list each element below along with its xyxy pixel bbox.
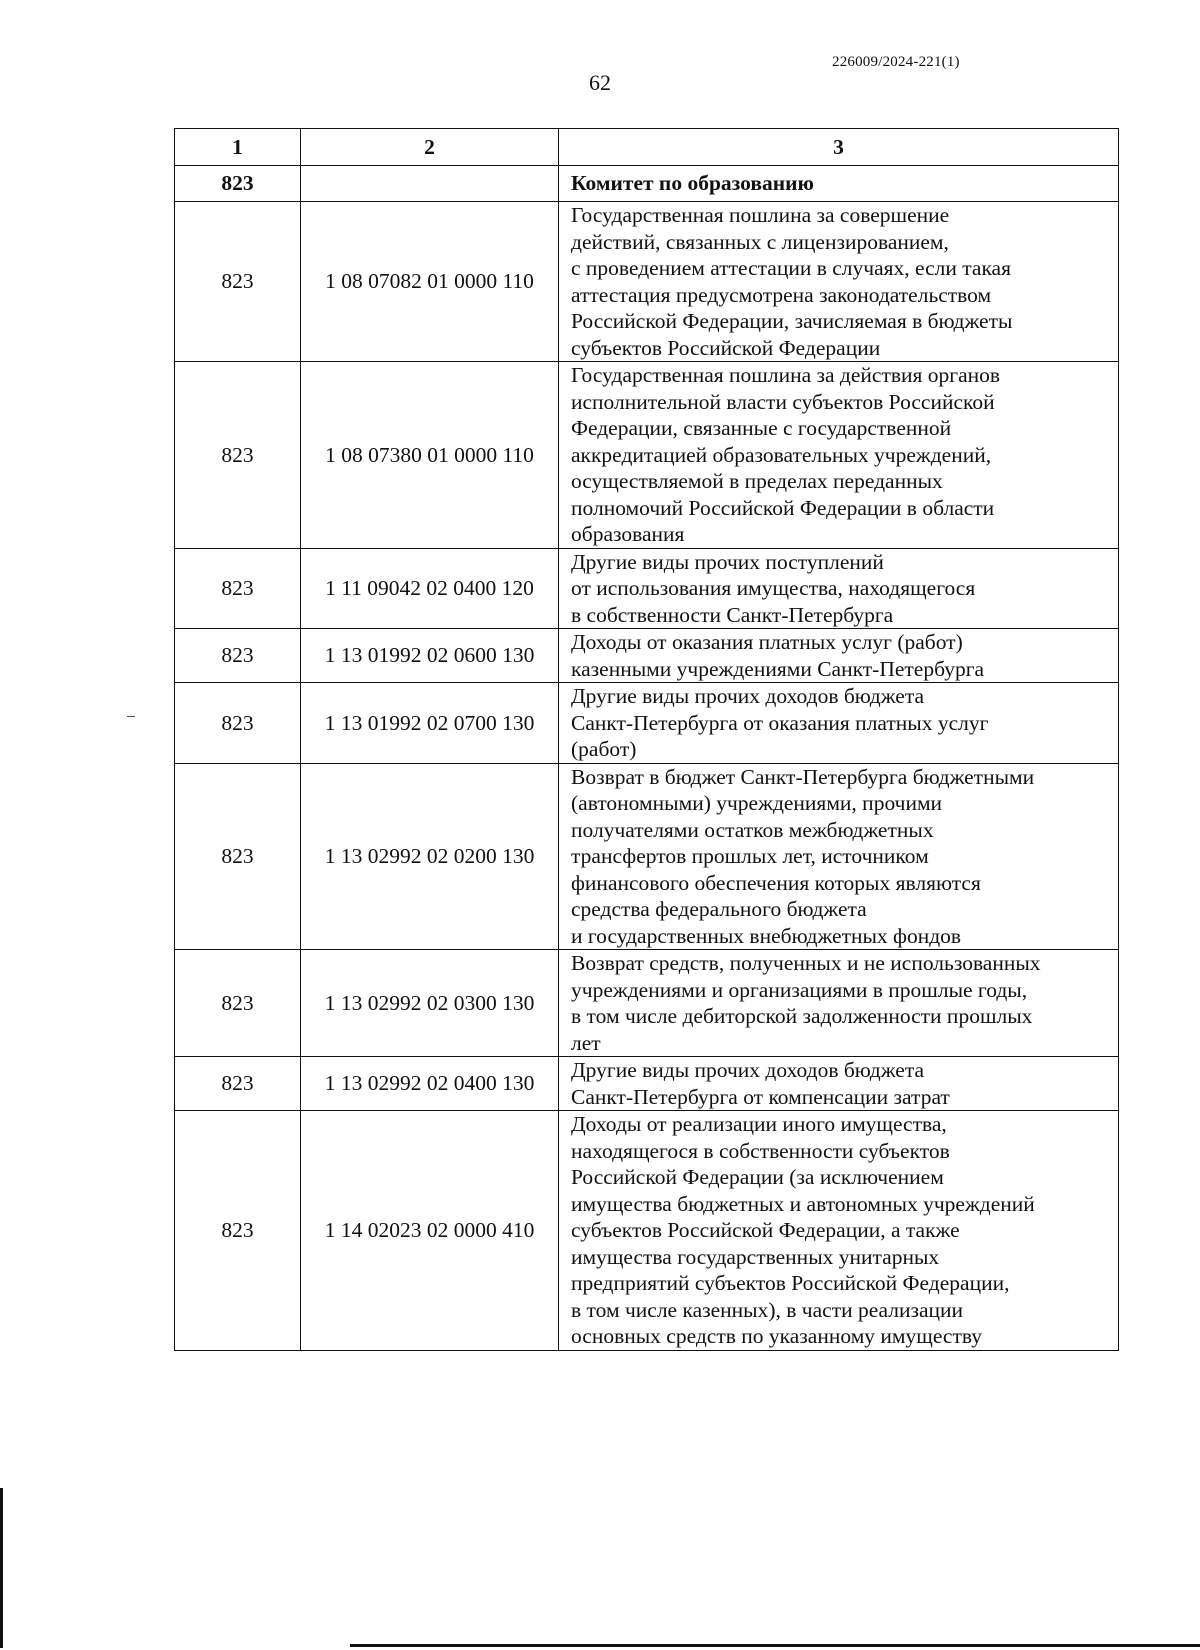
description-line: Доходы от оказания платных услуг (работ) (571, 630, 963, 654)
description-line: учреждениями и организациями в прошлые годы, (571, 977, 1028, 1002)
admin-code-cell: 823 (175, 629, 301, 683)
revenue-description-cell (559, 1111, 1119, 1351)
scan-margin-mark (127, 716, 135, 717)
description-line: имущества бюджетных и автономных учреждений (571, 1191, 1035, 1216)
column-header-1: 1 (175, 129, 301, 166)
budget-code-cell: 1 13 02992 02 0200 130 (301, 763, 559, 950)
description-line: лет (571, 1030, 601, 1055)
table-row (175, 629, 1119, 683)
description-line: исполнительной власти субъектов Российской (571, 389, 995, 414)
description-line: (автономными) учреждениями, прочими (571, 791, 943, 815)
table-header-row (175, 129, 1119, 166)
description-line: полномочий Российской Федерации в области (571, 495, 995, 520)
table-row (175, 950, 1119, 1057)
description-line: в том числе казенных), в части реализации (571, 1297, 964, 1322)
scan-edge-mark (0, 1488, 3, 1648)
budget-code-cell: 1 11 09042 02 0400 120 (301, 548, 559, 629)
description-line: в том числе дебиторской задолженности прошлых (571, 1004, 1033, 1028)
description-line: получателями остатков межбюджетных (571, 817, 934, 842)
revenue-description-cell (559, 1057, 1119, 1111)
description-line: средства федерального бюджета (571, 897, 867, 921)
admin-code-cell: 823 (175, 950, 301, 1057)
description-line: Российской Федерации, зачисляемая в бюджеты (571, 309, 1013, 333)
description-line: субъектов Российской Федерации (571, 335, 881, 360)
table-row (175, 683, 1119, 764)
budget-code-cell: 1 08 07082 01 0000 110 (301, 202, 559, 362)
budget-code-cell: 1 13 01992 02 0700 130 (301, 683, 559, 764)
table-row (175, 1057, 1119, 1111)
description-line: (работ) (571, 737, 637, 761)
description-line: Санкт-Петербурга от оказания платных услуг (571, 710, 989, 735)
table-row (175, 763, 1119, 950)
description-line: с проведением аттестации в случаях, если такая (571, 256, 1011, 280)
description-line: Государственная пошлина за действия органов (571, 363, 1001, 387)
revenue-description-cell (559, 950, 1119, 1057)
budget-revenue-table (174, 128, 1119, 1351)
description-line: Доходы от реализации иного имущества, (571, 1112, 947, 1136)
admin-code-cell: 823 (175, 202, 301, 362)
admin-code-cell: 823 (175, 683, 301, 764)
revenue-description-cell (559, 202, 1119, 362)
description-line: Санкт-Петербурга от компенсации затрат (571, 1084, 950, 1109)
budget-code-cell: 1 13 02992 02 0300 130 (301, 950, 559, 1057)
description-line: находящегося в собственности субъектов (571, 1138, 950, 1163)
description-line: Федерации, связанные с государственной (571, 416, 952, 440)
description-line: финансового обеспечения которых являются (571, 870, 981, 895)
revenue-description-cell (559, 683, 1119, 764)
scan-bottom-line (350, 1644, 1200, 1647)
column-header-3: 3 (559, 129, 1119, 166)
section-admin-code: 823 (175, 166, 301, 202)
description-line: действий, связанных с лицензированием, (571, 229, 949, 254)
budget-code-cell: 1 14 02023 02 0000 410 (301, 1111, 559, 1351)
admin-code-cell: 823 (175, 1057, 301, 1111)
admin-code-cell: 823 (175, 548, 301, 629)
revenue-description-cell (559, 362, 1119, 549)
description-line: Возврат средств, полученных и не использованных (571, 951, 1041, 975)
description-line: Возврат в бюджет Санкт-Петербурга бюджетными (571, 764, 1035, 789)
description-line: Другие виды прочих поступлений (571, 549, 884, 574)
table-row (175, 548, 1119, 629)
description-line: Другие виды прочих доходов бюджета (571, 1058, 925, 1082)
description-line: и государственных внебюджетных фондов (571, 923, 962, 948)
column-header-2: 2 (301, 129, 559, 166)
table-row (175, 202, 1119, 362)
budget-code-cell: 1 08 07380 01 0000 110 (301, 362, 559, 549)
budget-code-cell: 1 13 01992 02 0600 130 (301, 629, 559, 683)
table-row (175, 362, 1119, 549)
description-line: образования (571, 522, 685, 546)
section-row (175, 166, 1119, 202)
description-line: в собственности Санкт-Петербурга (571, 602, 894, 627)
revenue-description-cell (559, 763, 1119, 950)
section-title: Комитет по образованию (559, 166, 1119, 202)
description-line: имущества государственных унитарных (571, 1244, 940, 1269)
admin-code-cell: 823 (175, 362, 301, 549)
table-row (175, 1111, 1119, 1351)
description-line: Другие виды прочих доходов бюджета (571, 684, 925, 708)
admin-code-cell: 823 (175, 1111, 301, 1351)
document-registration-number: 226009/2024-221(1) (832, 54, 960, 70)
page-number: 62 (589, 70, 611, 95)
admin-code-cell: 823 (175, 763, 301, 950)
description-line: от использования имущества, находящегося (571, 576, 976, 600)
description-line: Государственная пошлина за совершение (571, 203, 950, 227)
description-line: аттестация предусмотрена законодательством (571, 282, 992, 307)
description-line: субъектов Российской Федерации, а также (571, 1218, 960, 1242)
description-line: казенными учреждениями Санкт-Петербурга (571, 656, 985, 681)
section-empty-cell (301, 166, 559, 202)
budget-code-cell: 1 13 02992 02 0400 130 (301, 1057, 559, 1111)
description-line: Российской Федерации (за исключением (571, 1165, 944, 1189)
description-line: предприятий субъектов Российской Федерации, (571, 1271, 1010, 1295)
description-line: основных средств по указанному имуществу (571, 1324, 983, 1348)
revenue-description-cell (559, 548, 1119, 629)
description-line: трансфертов прошлых лет, источником (571, 844, 929, 868)
description-line: осуществляемой в пределах переданных (571, 469, 943, 493)
description-line: аккредитацией образовательных учреждений, (571, 442, 992, 467)
revenue-description-cell (559, 629, 1119, 683)
